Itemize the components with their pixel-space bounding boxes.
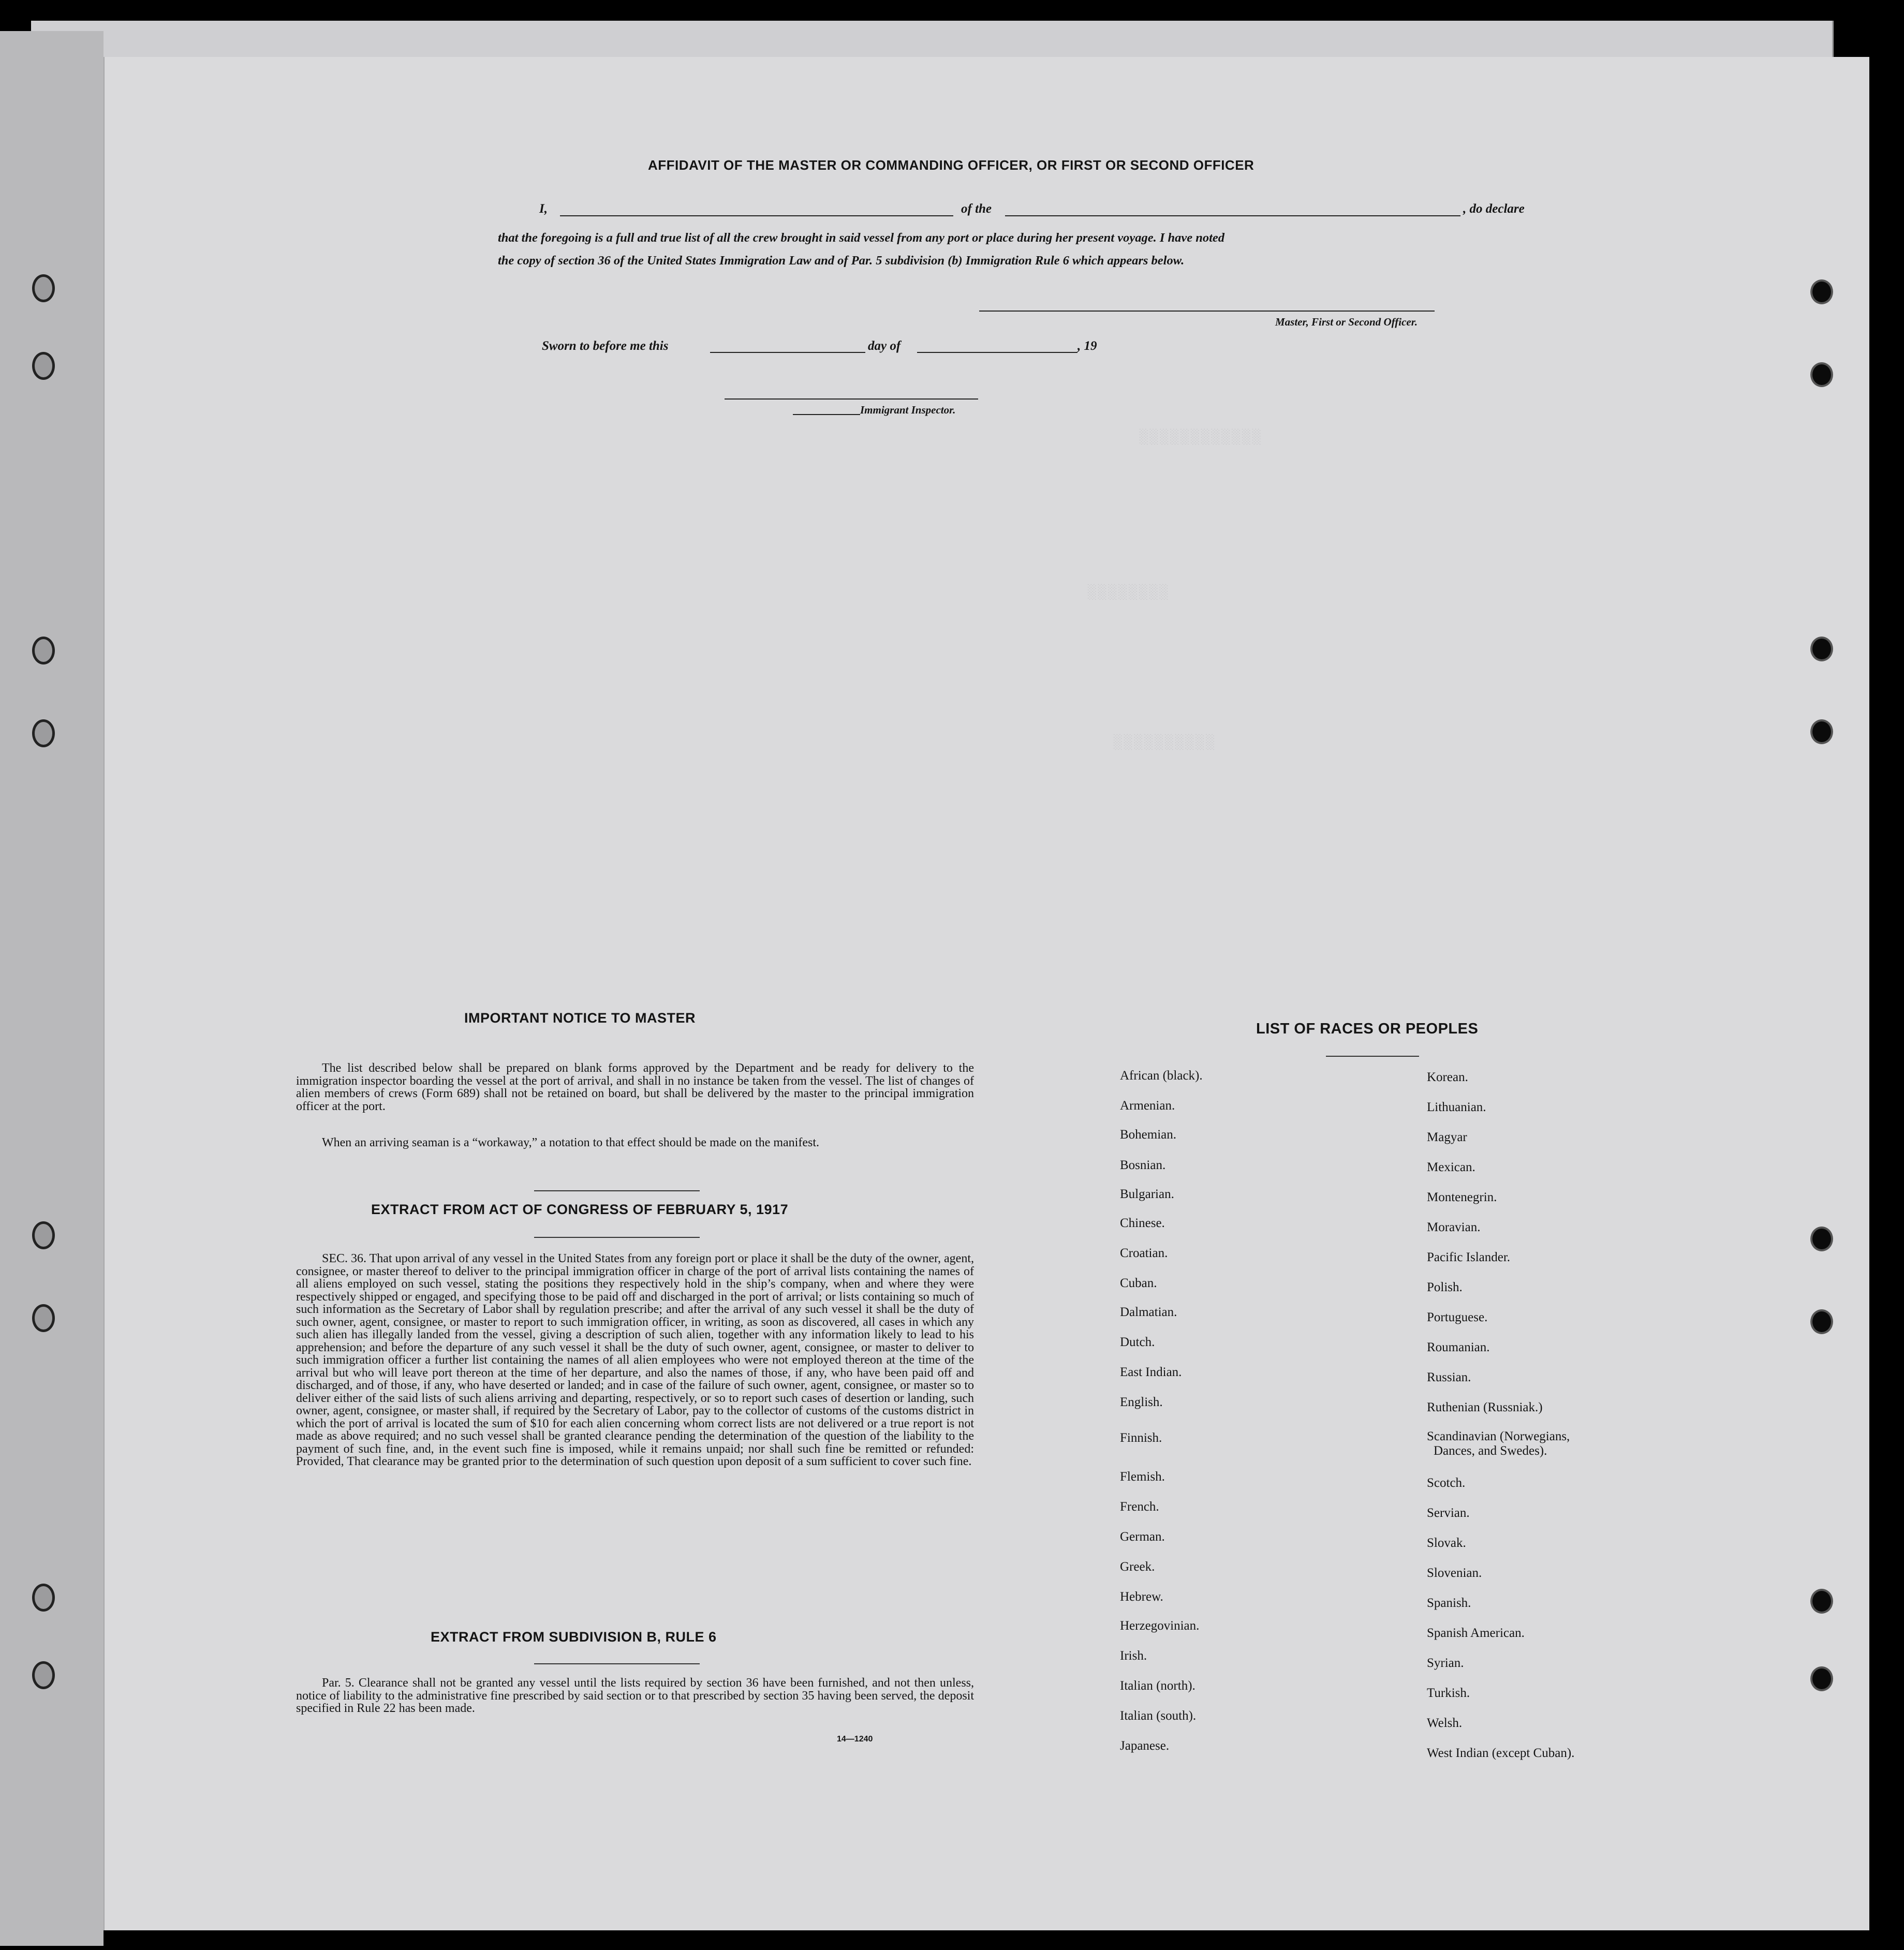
race-item: English. — [1120, 1395, 1163, 1409]
race-item: Flemish. — [1120, 1470, 1165, 1484]
race-item: Servian. — [1427, 1506, 1470, 1520]
master-signature-field[interactable] — [979, 311, 1435, 312]
punch-hole-right — [1810, 719, 1833, 744]
section-divider — [534, 1190, 700, 1191]
race-item: Moravian. — [1427, 1220, 1481, 1234]
race-item: Bulgarian. — [1120, 1187, 1174, 1201]
section-divider — [534, 1237, 700, 1238]
section-divider — [534, 1663, 700, 1664]
race-item: Korean. — [1427, 1070, 1468, 1084]
sworn-year-label: , 19 — [1078, 339, 1097, 353]
punch-hole-left — [32, 352, 55, 380]
race-item: Italian (south). — [1120, 1709, 1197, 1723]
rule-paragraph-5: Par. 5. Clearance shall not be granted any vessel until the lists required by section 36 have been furnished, and not then unless, notice of liability to the administrative fine prescribed by said section or to that prescribed by section 35 having been served, the deposit specified in Rule 22 has been made. — [296, 1676, 974, 1715]
punch-hole-left — [32, 637, 55, 664]
race-item: Turkish. — [1427, 1686, 1470, 1700]
race-item: Slovenian. — [1427, 1566, 1482, 1580]
act-section-36-text: SEC. 36. That upon arrival of any vessel in the United States from any foreign port or place it shall be the duty of the owner, agent, consignee, or master thereof to deliver to the principal immigration officer in charge of the port of arrival lists containing the names of all aliens employed on such vessel, stating the positions they respectively hold in the ship’s company, when and where they were respectively shipped or engaged, and specifying those to be paid off and discharged in the port of arrival; or lists containing so much of such information as the Secretary of Labor shall by regulation prescribe; and after the arrival of any such vessel it shall be the duty of such owner, agent, consignee, or master to report to such immigration officer, in writing, as soon as discovered, all cases in which any such alien has illegally landed from the vessel, giving a description of such alien, together with any information likely to lead to his apprehension; and before the departure of any such vessel it shall be the duty of such owner, agent, consignee, or master to deliver to such immigration officer a further list containing the names of all alien employees who were not employed thereon at the time of the arrival but who will leave port thereon at the time of her departure, and also the names of those, if any, who have been paid off and discharged, and of those, if any, who have deserted or landed; and in case of the failure of such owner, agent, consignee, or master so to deliver either of the said lists of such aliens arriving and departing, respectively, or so to report such cases of desertion or landing, such owner, agent, consignee, or master shall, if required by the Secretary of Labor, pay to the collector of customs of the customs district in which the port of arrival is located the sum of $10 for each alien concerning whom correct lists are not delivered or a true report is not made as above required; and no such vessel shall be granted clearance pending the determination of the question of the liability to the payment of such fine, and, in the event such fine is imposed, while it remains unpaid; nor shall such fine be remitted or refunded: Provided, That clearance may be granted prior to the determination of such question upon deposit of a sum sufficient to cover such fine. — [296, 1252, 974, 1468]
sworn-month-field[interactable] — [917, 352, 1078, 353]
affidavit-i-label: I, — [539, 202, 548, 216]
punch-hole-right — [1810, 279, 1833, 304]
race-item: Chinese. — [1120, 1216, 1165, 1230]
punch-hole-right — [1810, 362, 1833, 387]
punch-hole-right — [1810, 1666, 1833, 1691]
vessel-name-field[interactable] — [1005, 215, 1460, 216]
race-item: French. — [1120, 1500, 1159, 1514]
race-item: Ruthenian (Russniak.) — [1427, 1400, 1543, 1414]
inspector-signature-field[interactable] — [725, 398, 978, 400]
sworn-day-label: day of — [868, 339, 901, 353]
punch-hole-right — [1810, 1589, 1833, 1614]
race-item: Portuguese. — [1427, 1310, 1488, 1324]
bleed-through-text: ░░░░░░░░ — [1088, 585, 1170, 601]
bleed-through-text: ░░░░░░░░░░ — [1114, 735, 1217, 751]
race-item: Dalmatian. — [1120, 1305, 1177, 1319]
races-title: LIST OF RACES OR PEOPLES — [1256, 1021, 1479, 1037]
punch-hole-right — [1810, 1309, 1833, 1334]
race-item: Finnish. — [1120, 1431, 1162, 1445]
race-item: Russian. — [1427, 1370, 1471, 1384]
race-item: Polish. — [1427, 1280, 1463, 1294]
punch-hole-left — [32, 1221, 55, 1249]
race-item: Italian (north). — [1120, 1679, 1195, 1693]
affidavit-declare-label: , do declare — [1463, 202, 1525, 216]
punch-hole-left — [32, 1304, 55, 1332]
race-item: Dutch. — [1120, 1335, 1155, 1349]
inspector-line-lead — [793, 414, 860, 415]
race-item: East Indian. — [1120, 1365, 1182, 1379]
punch-hole-left — [32, 274, 55, 302]
race-item: Slovak. — [1427, 1536, 1466, 1550]
notice-paragraph-1: The list described below shall be prepared on blank forms approved by the Department and be ready for delivery to the immigration inspector boarding the vessel at the port of arrival, and shall in no instance be taken from the vessel. The list of changes of alien members of crews (Form 689) shall not be retained on board, but shall be delivered by the master to the principal immigration officer at the port. — [296, 1061, 974, 1113]
race-item: Armenian. — [1120, 1099, 1175, 1113]
race-item: Roumanian. — [1427, 1340, 1490, 1354]
affidavit-of-label: of the — [961, 202, 992, 216]
notice-title: IMPORTANT NOTICE TO MASTER — [464, 1010, 696, 1026]
form-number: 14—1240 — [837, 1735, 873, 1744]
punch-hole-right — [1810, 637, 1833, 661]
bleed-through-text: ░░░░░░░░░░░░ — [1140, 430, 1263, 446]
race-item: Montenegrin. — [1427, 1190, 1497, 1204]
race-item: Pacific Islander. — [1427, 1250, 1511, 1264]
race-item: Dances, and Swedes). — [1434, 1444, 1547, 1458]
race-item: Welsh. — [1427, 1716, 1463, 1730]
affidavit-line-2: that the foregoing is a full and true list of all the crew brought in said vessel from any port or place during her present voyage. I have noted — [498, 231, 1225, 245]
affidavit-title: AFFIDAVIT OF THE MASTER OR COMMANDING OFFICER, OR FIRST OR SECOND OFFICER — [648, 157, 1254, 173]
left-margin-strip — [0, 31, 104, 1946]
punch-hole-right — [1810, 1227, 1833, 1251]
punch-hole-left — [32, 1584, 55, 1612]
race-item: Scandinavian (Norwegians, — [1427, 1429, 1570, 1443]
race-item: Croatian. — [1120, 1246, 1168, 1260]
race-item: Bohemian. — [1120, 1128, 1177, 1142]
race-item: Scotch. — [1427, 1476, 1466, 1490]
race-item: Irish. — [1120, 1649, 1147, 1663]
race-item: Hebrew. — [1120, 1590, 1163, 1604]
sworn-day-field[interactable] — [710, 352, 865, 353]
inspector-label: Immigrant Inspector. — [860, 404, 956, 416]
race-item: Japanese. — [1120, 1739, 1170, 1753]
race-item: Syrian. — [1427, 1656, 1464, 1670]
races-divider — [1326, 1056, 1419, 1057]
race-item: German. — [1120, 1530, 1165, 1544]
punch-hole-left — [32, 1661, 55, 1689]
master-name-field[interactable] — [560, 215, 953, 216]
race-item: Spanish. — [1427, 1596, 1471, 1610]
race-item: Herzegovinian. — [1120, 1619, 1200, 1633]
race-item: African (black). — [1120, 1069, 1203, 1083]
rule-title: EXTRACT FROM SUBDIVISION B, RULE 6 — [431, 1629, 717, 1645]
sworn-prefix: Sworn to before me this — [542, 339, 669, 353]
race-item: Magyar — [1427, 1130, 1467, 1144]
race-item: Mexican. — [1427, 1160, 1475, 1174]
race-item: Cuban. — [1120, 1276, 1157, 1290]
notice-paragraph-2: When an arriving seaman is a “workaway,” a notation to that effect should be made on the manifest. — [322, 1136, 819, 1149]
race-item: West Indian (except Cuban). — [1427, 1746, 1575, 1760]
race-item: Greek. — [1120, 1560, 1155, 1574]
affidavit-line-3: the copy of section 36 of the United States Immigration Law and of Par. 5 subdivision (b) Immigration Rule 6 which appears below. — [498, 254, 1185, 268]
race-item: Lithuanian. — [1427, 1100, 1486, 1114]
manifest-page — [104, 57, 1869, 1930]
master-signature-label: Master, First or Second Officer. — [1275, 316, 1418, 328]
act-title: EXTRACT FROM ACT OF CONGRESS OF FEBRUARY 5, 1917 — [371, 1202, 789, 1217]
race-item: Spanish American. — [1427, 1626, 1525, 1640]
punch-hole-left — [32, 719, 55, 747]
race-item: Bosnian. — [1120, 1158, 1166, 1172]
